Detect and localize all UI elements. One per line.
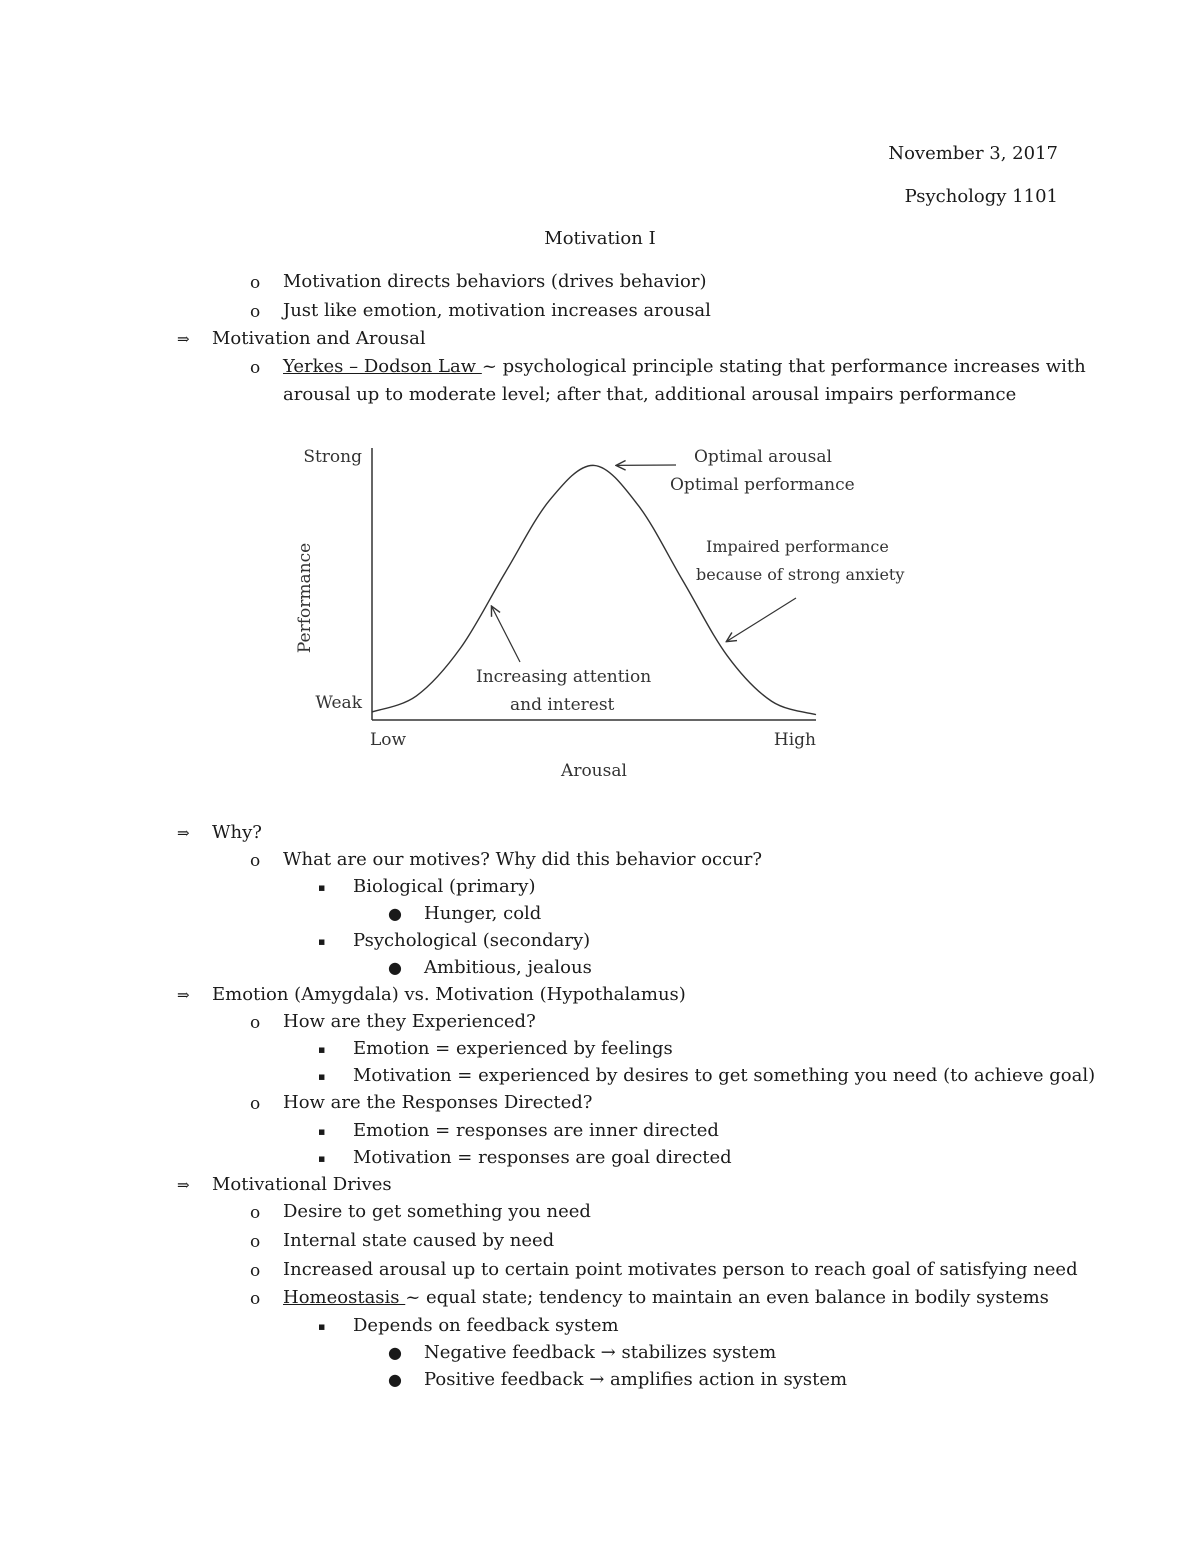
circle-bullet: o — [250, 302, 261, 322]
x-tick-label: High — [773, 730, 816, 750]
list-item — [283, 1286, 1049, 1310]
list-item: Hunger, cold — [424, 903, 542, 924]
list-item — [424, 1341, 776, 1365]
term-yerkes-dodson: Yerkes – Dodson Law — [283, 356, 482, 377]
square-bullet: ▪ — [318, 1070, 326, 1083]
circle-bullet: o — [250, 273, 261, 293]
date: November 3, 2017 — [888, 143, 1058, 164]
list-item: Desire to get something you need — [283, 1201, 591, 1222]
list-item: Motivation = experienced by desires to get something you need (to achieve goal) — [353, 1065, 1096, 1086]
arrow-bullet: ⇒ — [177, 824, 190, 842]
arrow-bullet: ⇒ — [177, 1176, 190, 1194]
list-item: What are our motives? Why did this behavior occur? — [283, 849, 763, 870]
circle-bullet: o — [250, 1232, 261, 1252]
list-item: Internal state caused by need — [283, 1230, 555, 1251]
right-arrow-icon: → — [589, 1369, 605, 1390]
term-homeostasis: Homeostasis — [283, 1287, 406, 1308]
annotation-label: and interest — [510, 695, 615, 715]
circle-bullet: o — [250, 1289, 261, 1309]
circle-bullet: o — [250, 1203, 261, 1223]
list-item: Just like emotion, motivation increases arousal — [283, 300, 711, 321]
y-axis-label: Performance — [295, 542, 315, 654]
negative-feedback-label: Negative feedback — [424, 1342, 601, 1363]
yerkes-dodson-chart — [280, 430, 940, 790]
square-bullet: ▪ — [318, 1125, 326, 1138]
annotation-label: Optimal arousal — [694, 447, 832, 467]
section-heading: Why? — [212, 822, 262, 843]
list-item: Psychological (secondary) — [353, 930, 591, 951]
page-title: Motivation I — [544, 228, 656, 249]
circle-bullet: o — [250, 851, 261, 871]
dot-bullet: ● — [388, 904, 402, 923]
right-arrow-icon: → — [600, 1342, 616, 1363]
list-item — [424, 1368, 847, 1392]
section-heading: Emotion (Amygdala) vs. Motivation (Hypothalamus) — [212, 984, 686, 1005]
circle-bullet: o — [250, 1261, 261, 1281]
square-bullet: ▪ — [318, 1152, 326, 1165]
list-item: Ambitious, jealous — [424, 957, 592, 978]
annotation-label: Increasing attention — [476, 667, 652, 687]
x-axis-label: Arousal — [561, 761, 627, 781]
y-tick-label: Weak — [315, 693, 362, 713]
list-item: Motivation directs behaviors (drives behavior) — [283, 271, 707, 292]
square-bullet: ▪ — [318, 881, 326, 894]
course: Psychology 1101 — [904, 186, 1058, 207]
dot-bullet: ● — [388, 1370, 402, 1389]
annotation-arrow — [491, 606, 520, 662]
annotation-label: Impaired performance — [706, 537, 889, 556]
x-tick-label: Low — [370, 730, 407, 750]
list-item — [283, 355, 1086, 379]
dot-bullet: ● — [388, 1343, 402, 1362]
annotation-label: Optimal performance — [670, 475, 855, 495]
dot-bullet: ● — [388, 958, 402, 977]
positive-feedback-label: Positive feedback — [424, 1369, 590, 1390]
positive-feedback-effect: amplifies action in system — [604, 1369, 848, 1390]
definition: ~ psychological principle stating that performance increases with — [481, 356, 1086, 377]
circle-bullet: o — [250, 1013, 261, 1033]
annotation-label: because of strong anxiety — [696, 565, 905, 584]
list-item: Motivation = responses are goal directed — [353, 1147, 732, 1168]
circle-bullet: o — [250, 358, 261, 378]
list-item: Increased arousal up to certain point motivates person to reach goal of satisfying need — [283, 1259, 1078, 1280]
definition: ~ equal state; tendency to maintain an even balance in bodily systems — [405, 1287, 1049, 1308]
y-tick-label: Strong — [303, 447, 362, 467]
list-item: Emotion = experienced by feelings — [353, 1038, 673, 1059]
section-heading: Motivation and Arousal — [212, 328, 426, 349]
list-item: Emotion = responses are inner directed — [353, 1120, 719, 1141]
arrow-bullet: ⇒ — [177, 330, 190, 348]
circle-bullet: o — [250, 1094, 261, 1114]
square-bullet: ▪ — [318, 935, 326, 948]
list-item: How are they Experienced? — [283, 1011, 536, 1032]
arrow-bullet: ⇒ — [177, 986, 190, 1004]
list-item: How are the Responses Directed? — [283, 1092, 593, 1113]
square-bullet: ▪ — [318, 1320, 326, 1333]
annotation-arrow — [726, 598, 796, 642]
list-item: Depends on feedback system — [353, 1315, 619, 1336]
section-heading: Motivational Drives — [212, 1174, 392, 1195]
list-item: Biological (primary) — [353, 876, 536, 897]
negative-feedback-effect: stabilizes system — [615, 1342, 777, 1363]
square-bullet: ▪ — [318, 1043, 326, 1056]
list-item-continuation: arousal up to moderate level; after that, additional arousal impairs performance — [283, 384, 1017, 405]
